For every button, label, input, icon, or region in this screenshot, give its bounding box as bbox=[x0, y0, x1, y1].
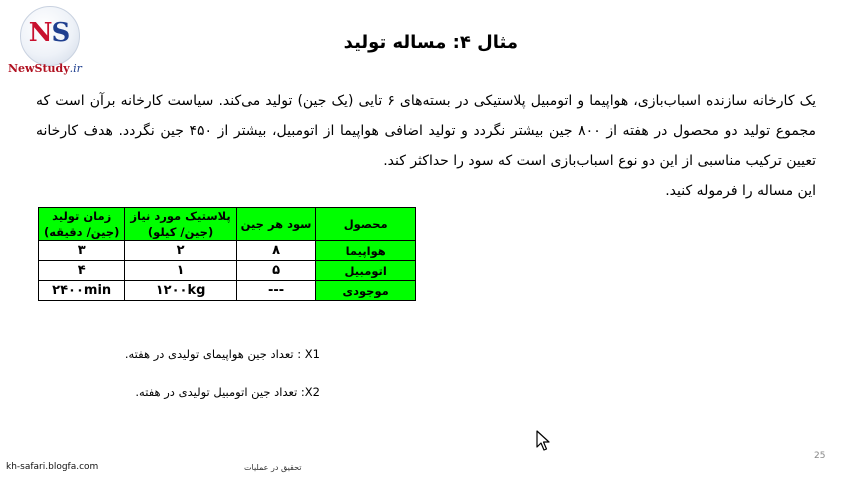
cell-plastic: ۱ bbox=[125, 261, 236, 281]
variable-name: X2 bbox=[304, 385, 320, 399]
header-product: محصول bbox=[316, 208, 416, 241]
table-header-row bbox=[39, 208, 416, 241]
logo-mark-n: N bbox=[28, 18, 52, 48]
cell-time: ۲۴۰۰min bbox=[39, 281, 125, 301]
variable-x1 bbox=[125, 347, 320, 361]
row-label: هواپیما bbox=[316, 241, 416, 261]
production-table bbox=[38, 207, 416, 301]
logo-site-name bbox=[8, 62, 108, 75]
logo-site-prefix: NewStudy bbox=[8, 62, 70, 75]
logo-mark bbox=[18, 18, 80, 48]
cell-plastic: ۲ bbox=[125, 241, 236, 261]
cell-time: ۳ bbox=[39, 241, 125, 261]
row-label: اتومبیل bbox=[316, 261, 416, 281]
logo-site-suffix: .ir bbox=[69, 62, 82, 75]
slide-page-number: 25 bbox=[814, 451, 826, 461]
header-time: زمان تولید (جین/ دقیقه) bbox=[39, 208, 125, 241]
problem-statement bbox=[36, 86, 816, 206]
variable-definition: : تعداد جین هواپیمای تولیدی در هفته. bbox=[124, 347, 305, 361]
footer-course-name: تحقیق در عملیات bbox=[244, 463, 302, 472]
cell-profit: --- bbox=[236, 281, 316, 301]
table-row bbox=[39, 281, 416, 301]
footer-blog-url: kh-safari.blogfa.com bbox=[6, 462, 99, 472]
cell-profit: ۵ bbox=[236, 261, 316, 281]
cell-plastic: ۱۲۰۰kg bbox=[125, 281, 236, 301]
variable-x2 bbox=[135, 385, 320, 399]
table-row bbox=[39, 241, 416, 261]
header-plastic: پلاستیک مورد نیاز (جین/ کیلو) bbox=[125, 208, 236, 241]
row-label: موجودی bbox=[316, 281, 416, 301]
cell-profit: ۸ bbox=[236, 241, 316, 261]
table-row bbox=[39, 261, 416, 281]
variable-name: X1 bbox=[304, 347, 320, 361]
problem-paragraph: یک کارخانه سازنده اسباب‌بازی، هواپیما و اتومبیل پلاستیکی در بسته‌های ۶ تایی (یک جین) تولید می‌کند. سیاست کارخانه برآن است که مجموع تولید دو محصول در هفته از ۸۰۰ جین بیشتر نگردد و تولید اضافی هواپیما از اتومبیل، بیشتر از ۴۵۰ جین نگردد. هدف کارخانه تعیین ترکیب مناسبی از این دو نوع اسباب‌بازی است که سود را حداکثر کند. bbox=[36, 93, 816, 169]
header-profit: سود هر جین bbox=[236, 208, 316, 241]
problem-instruction: این مساله را فرموله کنید. bbox=[665, 183, 816, 199]
mouse-cursor-icon bbox=[536, 430, 550, 452]
variable-definition: : تعداد جین اتومبیل تولیدی در هفته. bbox=[135, 385, 305, 399]
slide-title: مثال ۴: مساله تولید bbox=[343, 32, 518, 53]
newstudy-logo bbox=[8, 4, 98, 76]
cell-time: ۴ bbox=[39, 261, 125, 281]
logo-mark-s: S bbox=[51, 18, 70, 48]
